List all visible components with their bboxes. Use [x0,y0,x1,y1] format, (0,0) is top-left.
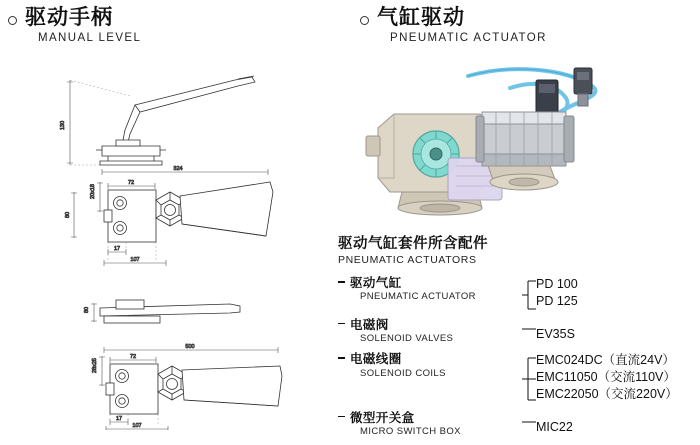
line-connector-icon [522,411,536,433]
actuator-drawing [360,58,690,228]
svg-text:80: 80 [65,211,71,218]
left-title-en: MANUAL LEVEL [38,32,142,45]
parts-rows [338,276,700,437]
svg-text:324: 324 [173,166,183,172]
bracket-connector-icon [522,352,536,406]
bracket-connector-icon [522,276,536,314]
part-values-group [522,352,700,403]
svg-text:28x25: 28x25 [92,358,98,373]
svg-text:17: 17 [115,416,123,422]
right-panel-heading [360,6,547,44]
part-values-group [522,276,700,310]
part-label-cn: 电磁线圈 [350,352,402,367]
svg-text:107: 107 [130,257,140,263]
part-value: PD 100 [536,277,578,291]
part-label-cn: 微型开关盒 [350,410,415,425]
part-label-en: MICRO SWITCH BOX [360,426,461,438]
line-connector-icon [522,318,536,340]
right-title-en: PNEUMATIC ACTUATOR [390,32,547,45]
part-value: PD 125 [536,293,578,308]
circle-bullet-icon [360,16,369,25]
part-label-cn: 驱动气缸 [350,276,402,290]
part-label-group [338,411,522,437]
right-title-cn: 气缸驱动 [377,6,465,29]
left-title-cn: 驱动手柄 [25,6,113,29]
right-heading-row [360,6,547,29]
dash-icon [338,416,345,418]
parts-title-en: PNEUMATIC ACTUATORS [338,254,477,266]
part-value: EMC11050（交流110V） [536,370,676,384]
svg-text:72: 72 [129,354,137,360]
part-label-en: SOLENOID VALVES [360,333,454,345]
parts-list-section [338,232,700,445]
part-row [338,318,700,344]
part-values-group [522,411,700,436]
parts-title-cn: 驱动气缸套件所含配件 [338,236,488,252]
svg-text:500: 500 [185,344,195,350]
svg-text:130: 130 [60,120,66,130]
dash-icon [338,281,345,283]
svg-text:80: 80 [84,306,90,313]
part-row [338,276,700,310]
dash-icon [338,323,345,325]
left-heading-row [8,6,141,29]
part-label-en: SOLENOID COILS [360,367,446,379]
part-label-group [338,318,522,344]
dash-icon [338,357,345,359]
part-value: EMC024DC（直流24V） [536,353,675,368]
pneumatic-actuator-illustration [360,58,690,228]
lever-technical-drawing [30,60,320,430]
part-label-group [338,352,522,378]
left-panel-heading [8,6,141,44]
part-value: EMC22050（交流220V） [536,386,678,401]
part-label-en: PNEUMATIC ACTUATOR [360,291,476,303]
svg-text:72: 72 [127,180,135,186]
part-row [338,411,700,437]
circle-bullet-icon [8,16,17,25]
part-value: EV35S [536,326,575,341]
svg-text:20x18: 20x18 [90,184,96,199]
manual-lever-drawings [30,60,320,435]
part-value: MIC22 [536,419,573,434]
svg-text:107: 107 [132,423,142,429]
part-label-group [338,276,522,302]
part-values-group [522,318,700,343]
part-row [338,352,700,403]
part-label-cn: 电磁阀 [350,317,389,332]
svg-text:17: 17 [113,246,121,252]
